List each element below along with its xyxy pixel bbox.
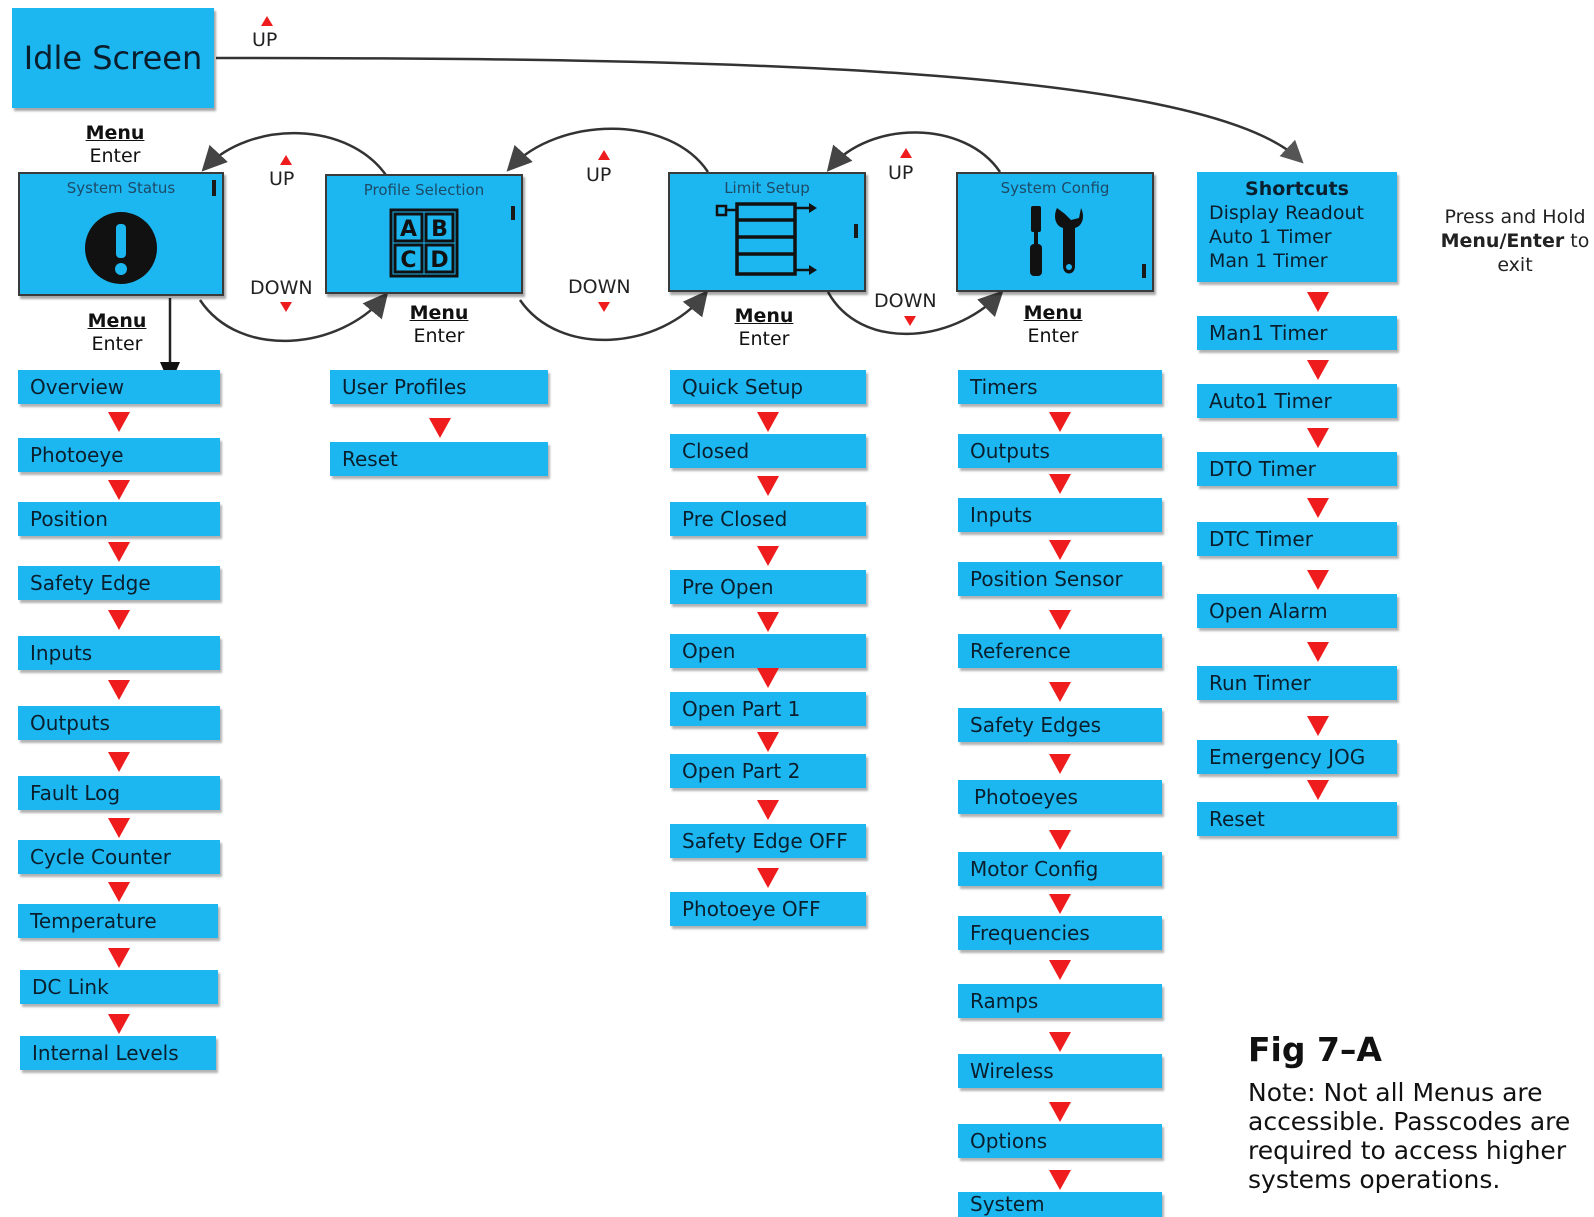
down-label-3: DOWN	[874, 290, 937, 312]
menu-word: Menu	[85, 122, 145, 144]
press-hold-note	[1436, 205, 1594, 277]
down-arrow	[1049, 754, 1071, 774]
down-arrow	[108, 680, 130, 700]
menu-item-inputs[interactable]: Inputs	[18, 636, 220, 670]
down-arrow	[1307, 292, 1329, 312]
enter-word: Enter	[738, 328, 790, 350]
menu-item-shortcuts-reset[interactable]: Reset	[1197, 802, 1397, 836]
exclamation-icon	[83, 210, 159, 286]
menu-word: Menu	[734, 305, 794, 327]
down-arc-1	[200, 296, 385, 341]
down-label-2: DOWN	[568, 276, 631, 298]
menu-item-reference[interactable]: Reference	[958, 634, 1162, 668]
down-arrow	[757, 668, 779, 688]
enter-word: Enter	[89, 145, 141, 167]
scrollbar	[1142, 264, 1146, 278]
shortcuts-line: Man 1 Timer	[1209, 250, 1328, 272]
down-arrow	[108, 1014, 130, 1034]
down-arc-2	[520, 294, 705, 340]
press-hold-exit: exit	[1497, 254, 1533, 276]
menu-item-quick-setup[interactable]: Quick Setup	[670, 370, 866, 404]
menu-word: Menu	[87, 310, 147, 332]
menu-item-position[interactable]: Position	[18, 502, 220, 536]
screen-title: System Config	[1000, 179, 1110, 197]
menu-item-motor-config[interactable]: Motor Config	[958, 852, 1162, 886]
menu-item-open[interactable]: Open	[670, 634, 866, 668]
down-arrow	[1307, 780, 1329, 800]
down-arrow	[108, 752, 130, 772]
press-hold-to: to	[1564, 230, 1590, 252]
up-marker-1	[280, 155, 292, 165]
menu-item-closed[interactable]: Closed	[670, 434, 866, 468]
down-label-1: DOWN	[250, 277, 313, 299]
down-arrow	[1307, 360, 1329, 380]
down-arrow	[757, 800, 779, 820]
down-arrow	[108, 818, 130, 838]
enter-word: Enter	[91, 333, 143, 355]
screen-title: System Status	[66, 179, 176, 197]
menu-item-cycle-counter[interactable]: Cycle Counter	[18, 840, 220, 874]
figure-title: Fig 7–A	[1248, 1030, 1382, 1069]
shortcuts-title: Shortcuts	[1245, 178, 1349, 200]
grid-cell-b: B	[431, 217, 448, 242]
menu-item-ramps[interactable]: Ramps	[958, 984, 1162, 1018]
menu-item-temperature[interactable]: Temperature	[18, 904, 218, 938]
up-label-1: UP	[269, 168, 295, 190]
screen-title: Profile Selection	[363, 181, 485, 199]
idle-screen-box	[12, 8, 214, 108]
down-arrow	[1307, 498, 1329, 518]
scrollbar	[511, 206, 515, 220]
menu-item-open-alarm[interactable]: Open Alarm	[1197, 594, 1397, 628]
down-arrow	[108, 412, 130, 432]
down-arrow	[1049, 960, 1071, 980]
menu-item-run-timer[interactable]: Run Timer	[1197, 666, 1397, 700]
menu-item-dtc-timer[interactable]: DTC Timer	[1197, 522, 1397, 556]
menu-item-man1-timer[interactable]: Man1 Timer	[1197, 316, 1397, 350]
down-marker-2	[598, 302, 610, 312]
down-arrow	[757, 868, 779, 888]
menu-item-photoeyes[interactable]: Photoeyes	[958, 780, 1162, 814]
menu-item-reset[interactable]: Reset	[330, 442, 548, 476]
down-arrow	[1049, 830, 1071, 850]
menu-item-dto-timer[interactable]: DTO Timer	[1197, 452, 1397, 486]
shortcuts-box[interactable]	[1197, 172, 1397, 282]
menu-enter-label-config	[1018, 302, 1088, 348]
down-arrow	[757, 546, 779, 566]
scrollbar	[212, 180, 216, 196]
down-arrow	[1307, 716, 1329, 736]
down-arrow	[108, 610, 130, 630]
tools-icon	[1023, 204, 1087, 278]
system-status-screen[interactable]	[18, 172, 224, 296]
menu-enter-label-status	[82, 310, 152, 356]
menu-item-photoeye[interactable]: Photoeye	[18, 438, 220, 472]
menu-item-safety-edge-off[interactable]: Safety Edge OFF	[670, 824, 866, 858]
menu-item-outputs[interactable]: Outputs	[18, 706, 220, 740]
down-arrow	[757, 412, 779, 432]
figure-note: Note: Not all Menus are accessible. Passcodes are required to access higher systems operations.	[1248, 1078, 1571, 1194]
down-arrow	[1307, 570, 1329, 590]
limit-setup-screen[interactable]	[668, 172, 866, 292]
down-arrow	[1049, 540, 1071, 560]
down-arrow	[757, 612, 779, 632]
menu-item-config-outputs[interactable]: Outputs	[958, 434, 1162, 468]
menu-enter-label-limit	[729, 305, 799, 351]
up-label-2: UP	[586, 164, 612, 186]
up-arc-3	[830, 132, 1000, 172]
menu-word: Menu	[1023, 302, 1083, 324]
menu-item-pre-open[interactable]: Pre Open	[670, 570, 866, 604]
enter-word: Enter	[413, 325, 465, 347]
down-arrow	[1049, 894, 1071, 914]
menu-item-internal-levels[interactable]: Internal Levels	[20, 1036, 216, 1070]
menu-word: Menu	[409, 302, 469, 324]
menu-item-safety-edge[interactable]: Safety Edge	[18, 566, 220, 600]
down-arrow	[108, 480, 130, 500]
down-arrow	[1049, 1170, 1071, 1190]
menu-item-timers[interactable]: Timers	[958, 370, 1162, 404]
menu-item-frequencies[interactable]: Frequencies	[958, 916, 1162, 950]
screen-title: Limit Setup	[724, 179, 810, 197]
menu-item-options[interactable]: Options	[958, 1124, 1162, 1158]
menu-enter-label-top	[80, 122, 150, 168]
menu-item-wireless[interactable]: Wireless	[958, 1054, 1162, 1088]
down-marker-1	[280, 302, 292, 312]
up-marker-3	[900, 148, 912, 158]
down-marker-3	[904, 316, 916, 326]
down-arrow	[108, 542, 130, 562]
shortcuts-line: Display Readout	[1209, 202, 1364, 224]
idle-up-label: UP	[252, 29, 278, 51]
up-label-3: UP	[888, 162, 914, 184]
idle-up-marker	[261, 16, 273, 26]
down-arrow	[1049, 1032, 1071, 1052]
menu-item-emergency-jog[interactable]: Emergency JOG	[1197, 740, 1397, 774]
menu-item-dc-link[interactable]: DC Link	[20, 970, 218, 1004]
grid-cell-c: C	[400, 248, 417, 273]
down-arrow	[1049, 412, 1071, 432]
enter-word: Enter	[1027, 325, 1079, 347]
idle-to-shortcuts-line	[216, 58, 1300, 160]
down-arrow	[1049, 682, 1071, 702]
system-config-screen[interactable]	[956, 172, 1154, 292]
menu-item-open-part-1[interactable]: Open Part 1	[670, 692, 866, 726]
down-arrow	[757, 732, 779, 752]
profile-selection-screen[interactable]	[325, 174, 523, 294]
menu-item-pre-closed[interactable]: Pre Closed	[670, 502, 866, 536]
press-hold-menu-enter: Menu/Enter	[1440, 230, 1565, 252]
menu-item-open-part-2[interactable]: Open Part 2	[670, 754, 866, 788]
menu-item-photoeye-off[interactable]: Photoeye OFF	[670, 892, 866, 926]
menu-item-auto1-timer[interactable]: Auto1 Timer	[1197, 384, 1397, 418]
scrollbar	[854, 224, 858, 238]
menu-item-system[interactable]: System	[958, 1192, 1162, 1217]
up-arc-1	[205, 133, 388, 178]
menu-item-fault-log[interactable]: Fault Log	[18, 776, 220, 810]
up-marker-2	[598, 150, 610, 160]
shortcuts-line: Auto 1 Timer	[1209, 226, 1332, 248]
abcd-grid-icon	[389, 208, 459, 278]
menu-item-overview[interactable]: Overview	[18, 370, 220, 404]
grid-cell-a: A	[399, 217, 418, 242]
down-arrow	[1049, 1102, 1071, 1122]
down-arrow	[757, 476, 779, 496]
down-arrow	[1049, 474, 1071, 494]
menu-enter-label-profile	[404, 302, 474, 348]
down-arrow	[1307, 642, 1329, 662]
idle-screen-label: Idle Screen	[23, 39, 203, 77]
door-limit-icon	[715, 200, 819, 278]
down-arrow	[108, 882, 130, 902]
press-hold-line1: Press and Hold	[1444, 206, 1586, 228]
menu-item-user-profiles[interactable]: User Profiles	[330, 370, 548, 404]
down-arrow	[1307, 428, 1329, 448]
down-arrow	[1049, 610, 1071, 630]
grid-cell-d: D	[430, 248, 449, 273]
menu-item-safety-edges[interactable]: Safety Edges	[958, 708, 1162, 742]
down-arrow	[108, 948, 130, 968]
menu-item-position-sensor[interactable]: Position Sensor	[958, 562, 1162, 596]
menu-item-config-inputs[interactable]: Inputs	[958, 498, 1162, 532]
down-arrow	[429, 418, 451, 438]
